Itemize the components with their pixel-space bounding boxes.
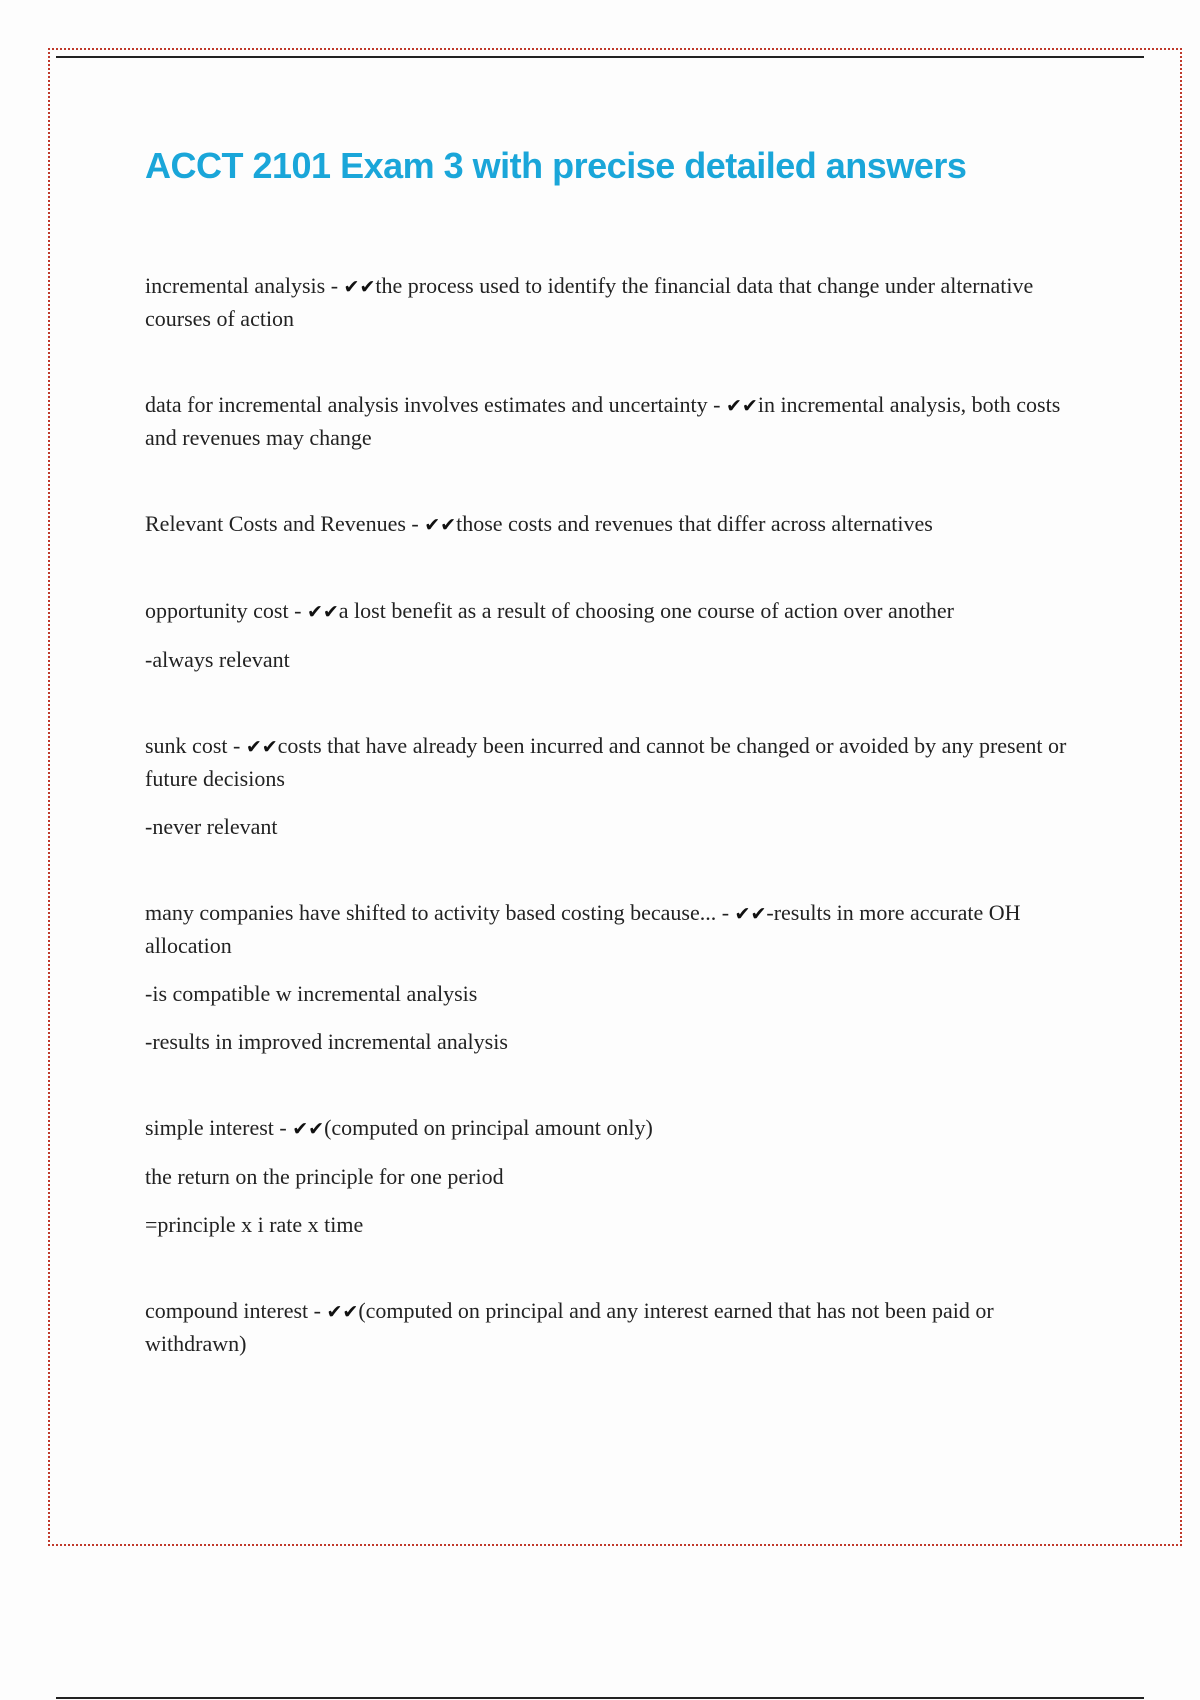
flashcard-entry (145, 1295, 1090, 1360)
flashcard-entry (145, 508, 1090, 541)
entry-term: sunk cost (145, 733, 228, 758)
entry-note: -results in improved incremental analysis (145, 1029, 508, 1054)
entry-text (145, 389, 1090, 454)
flashcard-entry (145, 1112, 1090, 1241)
double-check-icon: ✔✔ (326, 1301, 359, 1323)
entry-definition: a lost benefit as a result of choosing one course of action over another (338, 598, 954, 623)
document-title: ACCT 2101 Exam 3 with precise detailed answers (145, 145, 967, 186)
entry-term: Relevant Costs and Revenues (145, 511, 406, 536)
entry-text (145, 1112, 1090, 1145)
footer-rule (56, 1697, 1144, 1699)
entry-text (145, 730, 1090, 795)
entry-text (145, 508, 1090, 541)
flashcard-entry (145, 595, 1090, 676)
double-check-icon: ✔✔ (343, 276, 376, 298)
entry-separator: - (325, 273, 344, 298)
entry-separator: - (288, 598, 307, 623)
entry-text (145, 595, 1090, 628)
entry-note: -always relevant (145, 647, 290, 672)
entry-note: -never relevant (145, 814, 278, 839)
entry-separator: - (716, 900, 735, 925)
entry-separator: - (707, 392, 726, 417)
entry-term: many companies have shifted to activity based costing because... (145, 900, 717, 925)
flashcard-entry (145, 730, 1090, 843)
entry-definition: in incremental analysis, both costs and revenues may change (145, 392, 1061, 450)
entry-definition: -results in more accurate OH allocation (145, 900, 1021, 958)
flashcard-entry (145, 270, 1090, 335)
entry-text (145, 270, 1090, 335)
entry-separator: - (405, 511, 425, 536)
entry-term: opportunity cost (145, 598, 289, 623)
flashcard-list (145, 270, 1090, 1414)
entry-term: simple interest (145, 1115, 274, 1140)
entry-definition: costs that have already been incurred and cannot be changed or avoided by any present or future decisions (145, 733, 1067, 791)
entry-definition: the process used to identify the financial data that change under alternative courses of action (145, 273, 1034, 331)
entry-term: compound interest (145, 1298, 309, 1323)
entry-term: data for incremental analysis involves estimates and uncertainty (145, 392, 708, 417)
entry-term: incremental analysis (145, 273, 326, 298)
entry-definition: those costs and revenues that differ across alternatives (456, 511, 933, 536)
header-rule (56, 56, 1144, 58)
entry-text (145, 897, 1090, 962)
double-check-icon: ✔✔ (725, 395, 758, 417)
entry-note: the return on the principle for one period (145, 1164, 504, 1189)
entry-separator: - (227, 733, 246, 758)
double-check-icon: ✔✔ (424, 514, 457, 536)
entry-note: =principle x i rate x time (145, 1212, 364, 1237)
entry-note: -is compatible w incremental analysis (145, 981, 478, 1006)
flashcard-entry (145, 897, 1090, 1058)
double-check-icon: ✔✔ (292, 1118, 325, 1140)
double-check-icon: ✔✔ (306, 601, 339, 623)
double-check-icon: ✔✔ (245, 736, 278, 758)
flashcard-entry (145, 389, 1090, 454)
entry-separator: - (308, 1298, 327, 1323)
entry-text (145, 1295, 1090, 1360)
double-check-icon: ✔✔ (734, 903, 767, 925)
entry-definition: (computed on principal and any interest earned that has not been paid or withdrawn) (145, 1298, 994, 1356)
entry-definition: (computed on principal amount only) (324, 1115, 653, 1140)
entry-separator: - (273, 1115, 293, 1140)
